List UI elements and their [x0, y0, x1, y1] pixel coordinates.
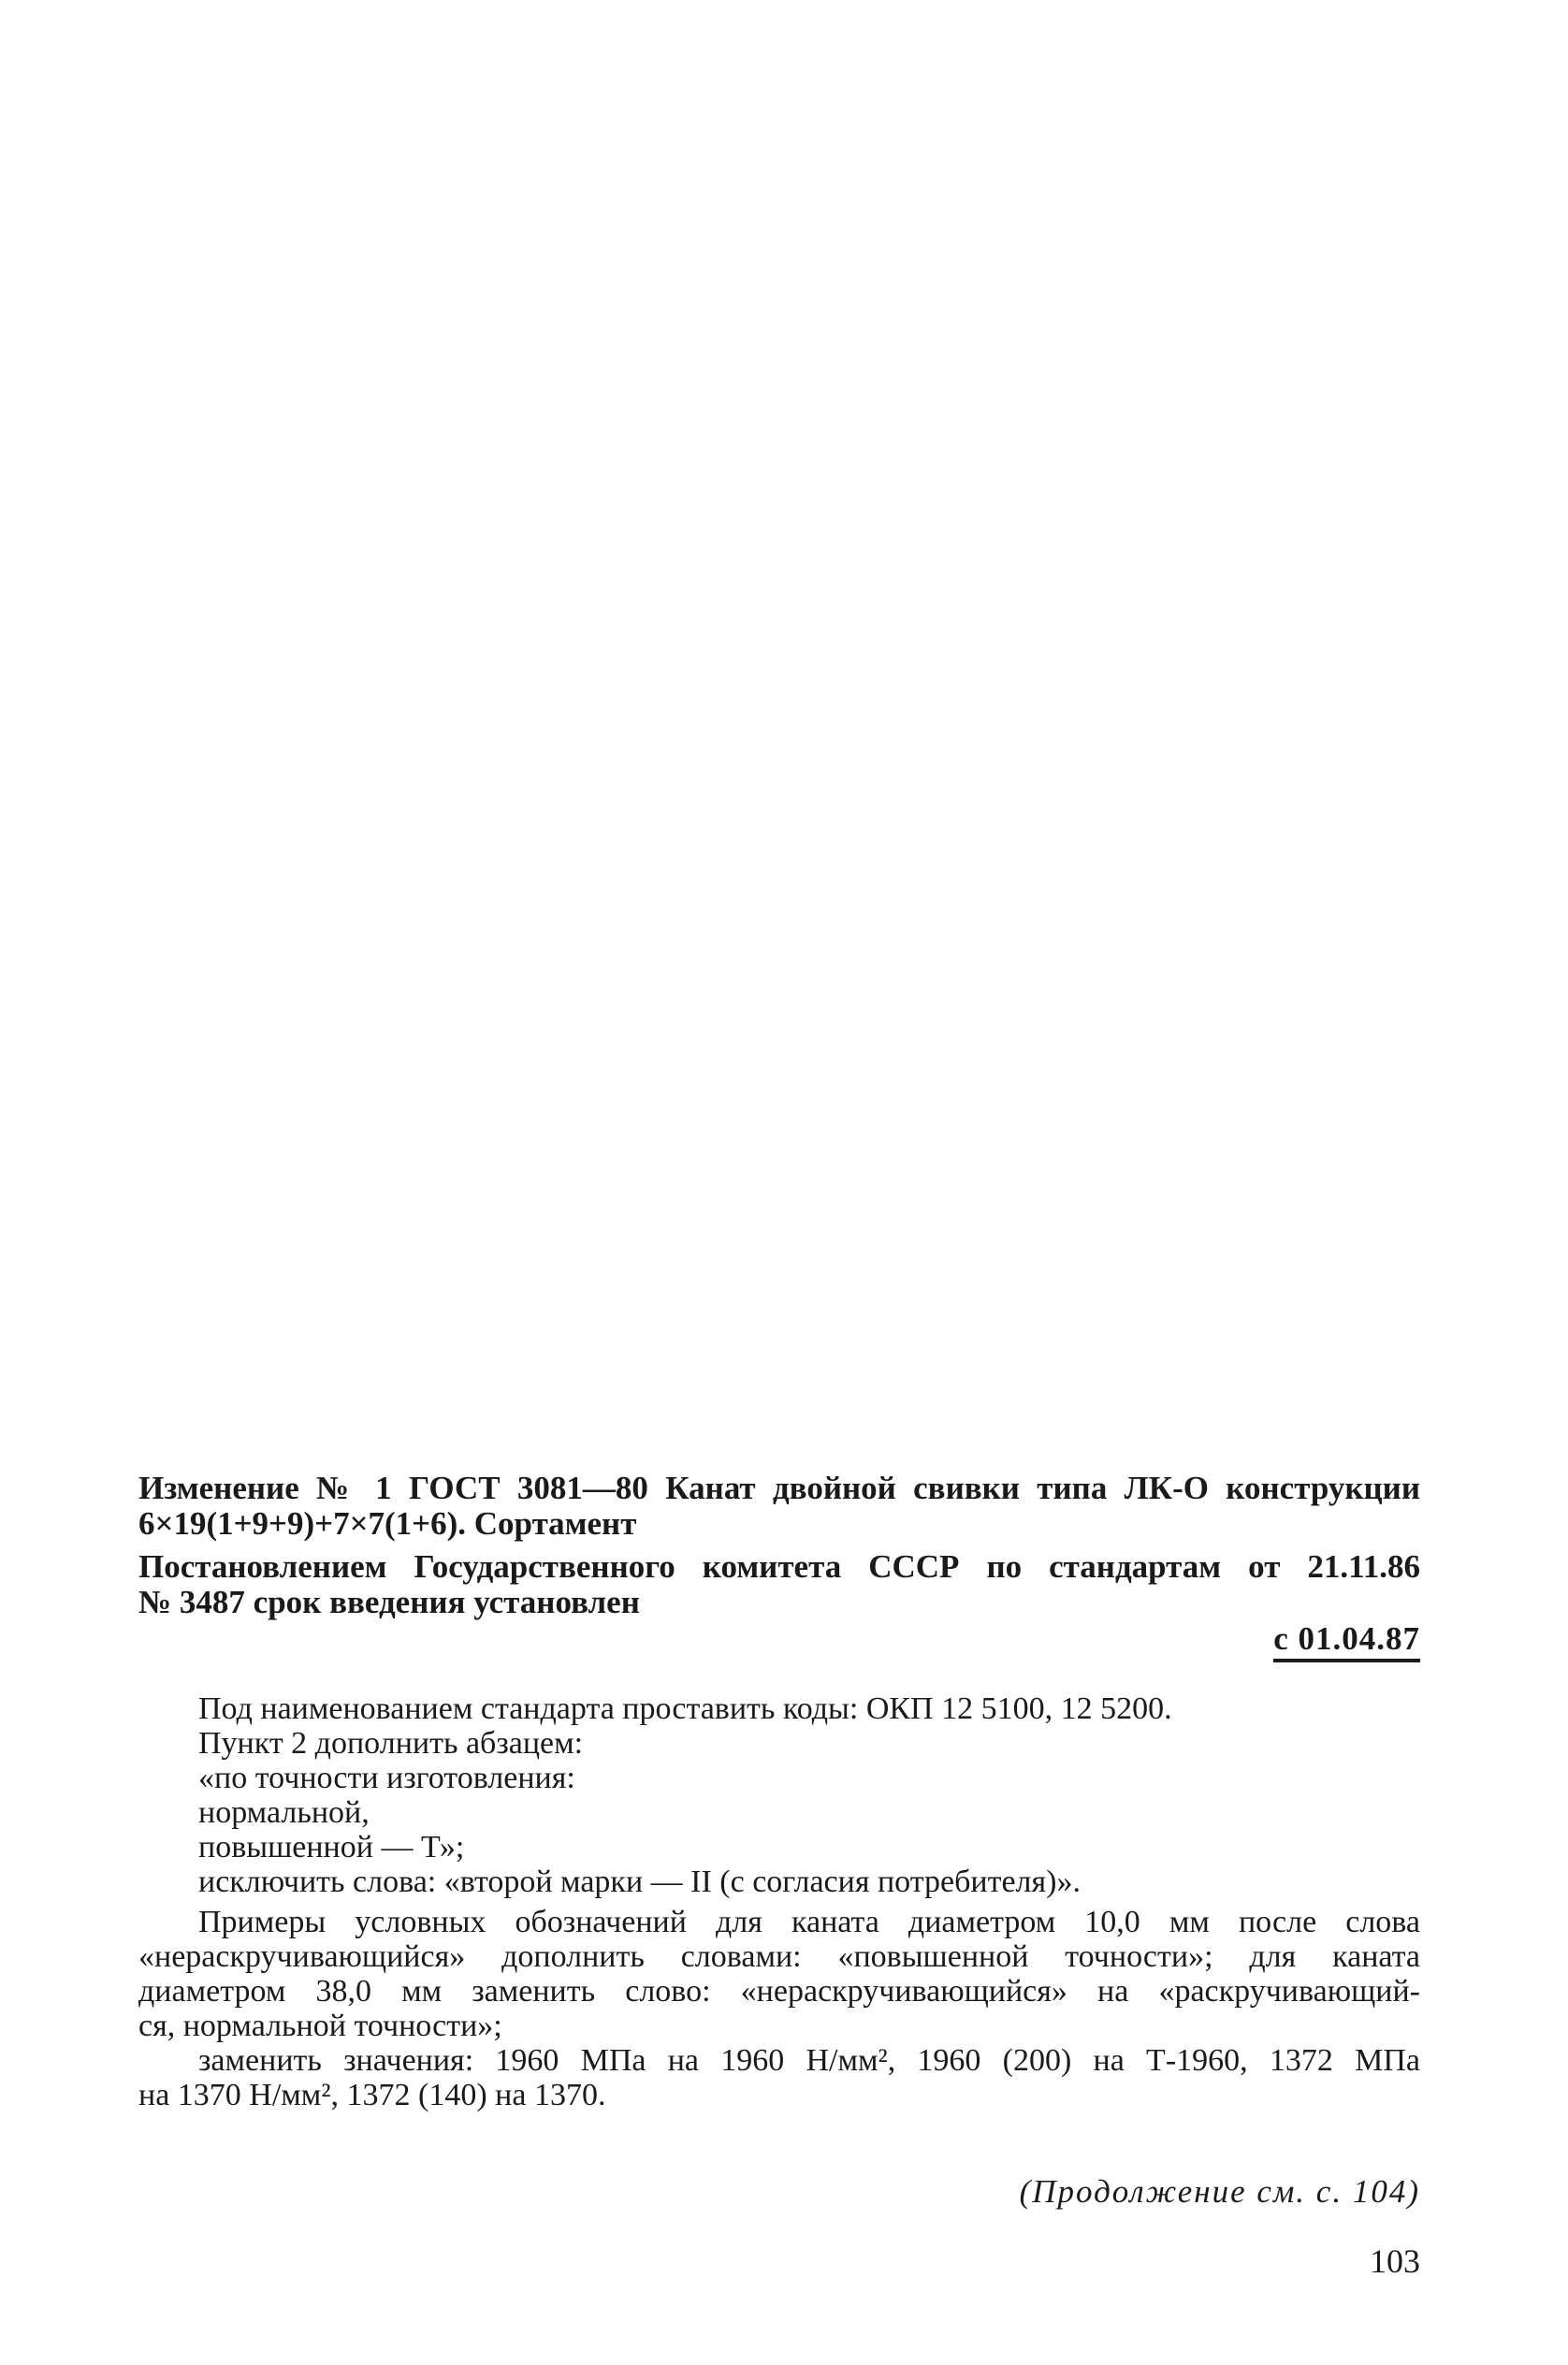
paragraph-accuracy: «по точности изготовления:	[198, 1761, 575, 1795]
examples-line-1: Примеры условных обозначений для каната диаметром 10,0 мм после слова	[198, 1905, 1420, 1939]
resolution-line-2: № 3487 срок введения установлен	[138, 1584, 640, 1620]
paragraph-codes: Под наименованием стандарта проставить коды: ОКП 12 5100, 12 5200.	[198, 1691, 1172, 1726]
replace-values-line-1: заменить значения: 1960 МПа на 1960 Н/мм², 1960 (200) на Т-1960, 1372 МПа	[198, 2043, 1420, 2078]
paragraph-increased: повышенной — Т»;	[198, 1830, 465, 1864]
paragraph-examples	[138, 1905, 1420, 2043]
effective-date-text: с 01.04.87	[1273, 1621, 1420, 1662]
amendment-body	[138, 1691, 1420, 2112]
resolution-statement	[138, 1549, 1420, 1620]
effective-date	[138, 1621, 1420, 1662]
examples-line-2: «нераскручивающийся» дополнить словами: «повышенной точности»; для каната	[138, 1939, 1420, 1974]
paragraph-normal: нормальной,	[198, 1795, 370, 1830]
amendment-title-line-2: 6×19(1+9+9)+7×7(1+6). Сортамент	[138, 1505, 637, 1542]
page-number: 103	[1370, 2242, 1420, 2280]
amendment-title-line-1: Изменение № 1 ГОСТ 3081—80 Канат двойной свивки типа ЛК-О конструкции	[138, 1470, 1420, 1506]
amendment-title	[138, 1471, 1420, 1542]
continuation-note: (Продолжение см. с. 104)	[1019, 2173, 1420, 2210]
resolution-line-1: Постановлением Государственного комитета СССР по стандартам от 21.11.86	[138, 1548, 1420, 1585]
examples-line-4: ся, нормальной точности»;	[138, 2009, 502, 2043]
examples-line-3: диаметром 38,0 мм заменить слово: «нераскручивающийся» на «раскручивающий-	[138, 1974, 1420, 2009]
replace-values-line-2: на 1370 Н/мм², 1372 (140) на 1370.	[138, 2078, 606, 2112]
paragraph-exclude: исключить слова: «второй марки — II (с согласия потребителя)».	[198, 1864, 1081, 1899]
paragraph-replace-values	[138, 2043, 1420, 2112]
paragraph-clause-2: Пункт 2 дополнить абзацем:	[198, 1726, 584, 1761]
